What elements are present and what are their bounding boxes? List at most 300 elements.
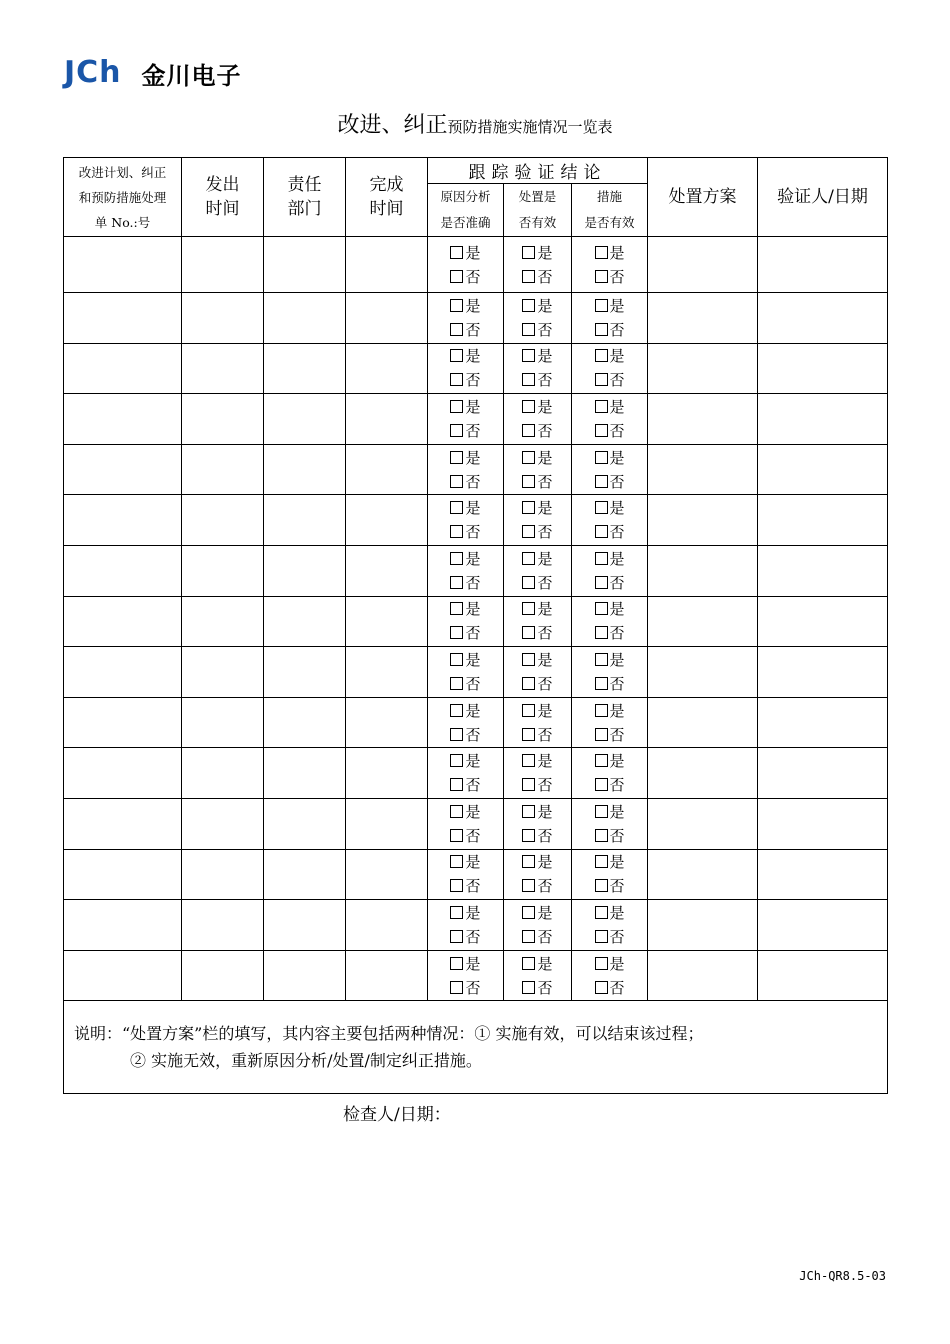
checkbox-icon[interactable] xyxy=(522,475,535,488)
option-yes[interactable] xyxy=(572,952,647,976)
issue-time-cell[interactable] xyxy=(182,343,264,394)
checkbox-icon[interactable] xyxy=(522,400,535,413)
checkbox-icon[interactable] xyxy=(595,677,608,690)
checkbox-icon[interactable] xyxy=(522,829,535,842)
option-no[interactable] xyxy=(504,672,571,696)
option-yes[interactable] xyxy=(572,699,647,723)
dept-cell[interactable] xyxy=(264,394,346,445)
option-no[interactable] xyxy=(428,419,503,443)
option-no[interactable] xyxy=(572,318,647,342)
checkbox-icon[interactable] xyxy=(522,957,535,970)
issue-time-cell[interactable] xyxy=(182,748,264,799)
checkbox-icon[interactable] xyxy=(595,754,608,767)
checkbox-icon[interactable] xyxy=(595,475,608,488)
option-yes[interactable] xyxy=(428,496,503,520)
done-time-cell[interactable] xyxy=(346,343,428,394)
done-time-cell[interactable] xyxy=(346,394,428,445)
checkbox-icon[interactable] xyxy=(522,930,535,943)
checkbox-icon[interactable] xyxy=(450,451,463,464)
option-yes[interactable] xyxy=(572,597,647,621)
checkbox-icon[interactable] xyxy=(522,602,535,615)
verifier-cell[interactable] xyxy=(758,798,888,849)
plan-no-cell[interactable] xyxy=(64,343,182,394)
checkbox-icon[interactable] xyxy=(450,805,463,818)
plan-no-cell[interactable] xyxy=(64,596,182,647)
checkbox-icon[interactable] xyxy=(595,653,608,666)
checkbox-icon[interactable] xyxy=(595,906,608,919)
plan-no-cell[interactable] xyxy=(64,293,182,344)
checkbox-icon[interactable] xyxy=(595,525,608,538)
checkbox-icon[interactable] xyxy=(595,424,608,437)
dept-cell[interactable] xyxy=(264,596,346,647)
verifier-cell[interactable] xyxy=(758,545,888,596)
checkbox-icon[interactable] xyxy=(595,246,608,259)
checkbox-icon[interactable] xyxy=(595,930,608,943)
verifier-cell[interactable] xyxy=(758,237,888,293)
verifier-cell[interactable] xyxy=(758,596,888,647)
note-line-1: 说明：“处置方案”栏的填写，其内容主要包括两种情况：① 实施有效，可以结束该过程； xyxy=(74,1024,704,1044)
option-no[interactable] xyxy=(428,571,503,595)
option-no[interactable] xyxy=(572,571,647,595)
dept-cell[interactable] xyxy=(264,849,346,900)
issue-time-cell[interactable] xyxy=(182,545,264,596)
plan-cell[interactable] xyxy=(648,748,758,799)
checkbox-icon[interactable] xyxy=(450,602,463,615)
plan-cell[interactable] xyxy=(648,237,758,293)
option-label: 否 xyxy=(537,523,553,542)
checkbox-icon[interactable] xyxy=(522,424,535,437)
dept-cell[interactable] xyxy=(264,293,346,344)
checkbox-icon[interactable] xyxy=(522,451,535,464)
option-label: 否 xyxy=(537,371,553,390)
done-time-cell[interactable] xyxy=(346,545,428,596)
option-no[interactable] xyxy=(504,368,571,392)
checkbox-icon[interactable] xyxy=(450,400,463,413)
checkbox-icon[interactable] xyxy=(522,270,535,283)
option-yes[interactable] xyxy=(572,496,647,520)
option-yes[interactable] xyxy=(572,294,647,318)
option-yes[interactable] xyxy=(504,699,571,723)
checkbox-icon[interactable] xyxy=(595,602,608,615)
checkbox-icon[interactable] xyxy=(450,829,463,842)
option-yes[interactable] xyxy=(428,952,503,976)
option-no[interactable] xyxy=(572,773,647,797)
plan-no-cell[interactable] xyxy=(64,444,182,495)
plan-cell[interactable] xyxy=(648,293,758,344)
checkbox-icon[interactable] xyxy=(522,855,535,868)
checkbox-icon[interactable] xyxy=(595,501,608,514)
cause-check-cell xyxy=(428,293,504,344)
dept-cell[interactable] xyxy=(264,900,346,951)
option-yes[interactable] xyxy=(504,395,571,419)
verifier-cell[interactable] xyxy=(758,950,888,1001)
checkbox-icon[interactable] xyxy=(522,349,535,362)
done-time-cell[interactable] xyxy=(346,950,428,1001)
option-yes[interactable] xyxy=(428,294,503,318)
plan-cell[interactable] xyxy=(648,444,758,495)
option-no[interactable] xyxy=(572,470,647,494)
done-time-cell[interactable] xyxy=(346,748,428,799)
table-row xyxy=(64,798,888,849)
checkbox-icon[interactable] xyxy=(595,552,608,565)
plan-cell[interactable] xyxy=(648,495,758,546)
checkbox-icon[interactable] xyxy=(450,576,463,589)
checkbox-icon[interactable] xyxy=(450,475,463,488)
handle-check-cell xyxy=(504,237,572,293)
plan-no-cell[interactable] xyxy=(64,900,182,951)
plan-cell[interactable] xyxy=(648,545,758,596)
plan-no-cell[interactable] xyxy=(64,748,182,799)
dept-cell[interactable] xyxy=(264,697,346,748)
option-no[interactable] xyxy=(572,824,647,848)
done-time-cell[interactable] xyxy=(346,900,428,951)
checkbox-icon[interactable] xyxy=(595,451,608,464)
option-yes[interactable] xyxy=(504,344,571,368)
option-yes[interactable] xyxy=(572,800,647,824)
company-logo xyxy=(64,55,242,90)
checkbox-icon[interactable] xyxy=(522,576,535,589)
option-yes[interactable] xyxy=(504,547,571,571)
option-yes[interactable] xyxy=(428,395,503,419)
option-yes[interactable] xyxy=(504,749,571,773)
checkbox-icon[interactable] xyxy=(595,728,608,741)
option-yes[interactable] xyxy=(572,344,647,368)
checkbox-icon[interactable] xyxy=(595,323,608,336)
plan-no-cell[interactable] xyxy=(64,237,182,293)
option-yes[interactable] xyxy=(428,446,503,470)
option-no[interactable] xyxy=(572,723,647,747)
checkbox-icon[interactable] xyxy=(595,400,608,413)
option-yes[interactable] xyxy=(504,648,571,672)
checkbox-icon[interactable] xyxy=(595,957,608,970)
option-yes[interactable] xyxy=(428,749,503,773)
option-yes[interactable] xyxy=(572,749,647,773)
checkbox-icon[interactable] xyxy=(450,754,463,767)
checkbox-icon[interactable] xyxy=(450,552,463,565)
dept-cell[interactable] xyxy=(264,495,346,546)
option-no[interactable] xyxy=(504,318,571,342)
checkbox-icon[interactable] xyxy=(595,981,608,994)
checkbox-icon[interactable] xyxy=(522,552,535,565)
verifier-cell[interactable] xyxy=(758,394,888,445)
option-label: 否 xyxy=(609,320,625,339)
option-yes[interactable] xyxy=(504,597,571,621)
plan-no-cell[interactable] xyxy=(64,394,182,445)
option-no[interactable] xyxy=(428,824,503,848)
checkbox-icon[interactable] xyxy=(522,246,535,259)
option-yes[interactable] xyxy=(504,850,571,874)
plan-no-cell[interactable] xyxy=(64,647,182,698)
option-label: 否 xyxy=(537,674,553,693)
option-yes[interactable] xyxy=(572,446,647,470)
checkbox-icon[interactable] xyxy=(450,349,463,362)
dept-cell[interactable] xyxy=(264,343,346,394)
checkbox-icon[interactable] xyxy=(595,270,608,283)
checkbox-icon[interactable] xyxy=(450,930,463,943)
checkbox-icon[interactable] xyxy=(522,981,535,994)
option-yes[interactable] xyxy=(428,648,503,672)
option-no[interactable] xyxy=(572,520,647,544)
header-dept: 责任 部门 xyxy=(264,158,346,237)
checkbox-icon[interactable] xyxy=(450,855,463,868)
verifier-cell[interactable] xyxy=(758,293,888,344)
checkbox-icon[interactable] xyxy=(450,906,463,919)
option-no[interactable] xyxy=(428,368,503,392)
checkbox-icon[interactable] xyxy=(450,525,463,538)
option-no[interactable] xyxy=(572,368,647,392)
option-yes[interactable] xyxy=(428,344,503,368)
checkbox-icon[interactable] xyxy=(450,879,463,892)
dept-cell[interactable] xyxy=(264,444,346,495)
dept-cell[interactable] xyxy=(264,798,346,849)
option-no[interactable] xyxy=(504,571,571,595)
checkbox-icon[interactable] xyxy=(450,704,463,717)
verifier-cell[interactable] xyxy=(758,444,888,495)
option-label: 否 xyxy=(465,523,481,542)
option-no[interactable] xyxy=(428,318,503,342)
option-label: 是 xyxy=(465,752,481,771)
done-time-cell[interactable] xyxy=(346,495,428,546)
checkbox-icon[interactable] xyxy=(450,626,463,639)
table-row xyxy=(64,900,888,951)
option-no[interactable] xyxy=(428,672,503,696)
option-yes[interactable] xyxy=(428,850,503,874)
issue-time-cell[interactable] xyxy=(182,444,264,495)
checkbox-icon[interactable] xyxy=(522,778,535,791)
option-no[interactable] xyxy=(428,976,503,1000)
issue-time-cell[interactable] xyxy=(182,697,264,748)
issue-time-cell[interactable] xyxy=(182,596,264,647)
dept-cell[interactable] xyxy=(264,748,346,799)
option-yes[interactable] xyxy=(572,547,647,571)
checkbox-icon[interactable] xyxy=(522,906,535,919)
checkbox-icon[interactable] xyxy=(522,373,535,386)
option-yes[interactable] xyxy=(504,496,571,520)
issue-time-cell[interactable] xyxy=(182,950,264,1001)
checkbox-icon[interactable] xyxy=(595,299,608,312)
dept-cell[interactable] xyxy=(264,950,346,1001)
checkbox-icon[interactable] xyxy=(595,829,608,842)
checkbox-icon[interactable] xyxy=(595,576,608,589)
plan-no-cell[interactable] xyxy=(64,495,182,546)
checkbox-icon[interactable] xyxy=(522,299,535,312)
checkbox-icon[interactable] xyxy=(450,728,463,741)
done-time-cell[interactable] xyxy=(346,647,428,698)
dept-cell[interactable] xyxy=(264,647,346,698)
checkbox-icon[interactable] xyxy=(450,246,463,259)
option-no[interactable] xyxy=(572,419,647,443)
plan-cell[interactable] xyxy=(648,950,758,1001)
checkbox-icon[interactable] xyxy=(522,704,535,717)
checkbox-icon[interactable] xyxy=(450,373,463,386)
verifier-cell[interactable] xyxy=(758,849,888,900)
option-label: 是 xyxy=(537,397,553,416)
option-yes[interactable] xyxy=(428,800,503,824)
option-yes[interactable] xyxy=(572,241,647,265)
checkbox-icon[interactable] xyxy=(450,299,463,312)
done-time-cell[interactable] xyxy=(346,293,428,344)
checkbox-icon[interactable] xyxy=(450,677,463,690)
table-row xyxy=(64,237,888,293)
option-no[interactable] xyxy=(504,773,571,797)
checkbox-icon[interactable] xyxy=(450,778,463,791)
option-yes[interactable] xyxy=(428,547,503,571)
done-time-cell[interactable] xyxy=(346,798,428,849)
option-label: 是 xyxy=(609,853,625,872)
done-time-cell[interactable] xyxy=(346,849,428,900)
verifier-cell[interactable] xyxy=(758,343,888,394)
checkbox-icon[interactable] xyxy=(595,879,608,892)
checkbox-icon[interactable] xyxy=(522,323,535,336)
issue-time-cell[interactable] xyxy=(182,237,264,293)
issue-time-cell[interactable] xyxy=(182,495,264,546)
issue-time-cell[interactable] xyxy=(182,394,264,445)
checkbox-icon[interactable] xyxy=(522,677,535,690)
plan-cell[interactable] xyxy=(648,798,758,849)
checkbox-icon[interactable] xyxy=(522,626,535,639)
option-yes[interactable] xyxy=(428,699,503,723)
checkbox-icon[interactable] xyxy=(595,349,608,362)
checkbox-icon[interactable] xyxy=(450,270,463,283)
verifier-cell[interactable] xyxy=(758,495,888,546)
option-yes[interactable] xyxy=(504,241,571,265)
plan-cell[interactable] xyxy=(648,394,758,445)
option-yes[interactable] xyxy=(428,241,503,265)
option-label: 否 xyxy=(609,776,625,795)
table-row xyxy=(64,596,888,647)
option-yes[interactable] xyxy=(504,800,571,824)
option-yes[interactable] xyxy=(428,597,503,621)
checkbox-icon[interactable] xyxy=(450,957,463,970)
option-no[interactable] xyxy=(428,925,503,949)
verifier-cell[interactable] xyxy=(758,748,888,799)
option-yes[interactable] xyxy=(504,446,571,470)
dept-cell[interactable] xyxy=(264,545,346,596)
option-no[interactable] xyxy=(572,925,647,949)
issue-time-cell[interactable] xyxy=(182,647,264,698)
option-label: 是 xyxy=(537,802,553,821)
option-yes[interactable] xyxy=(504,294,571,318)
done-time-cell[interactable] xyxy=(346,596,428,647)
option-no[interactable] xyxy=(504,925,571,949)
checkbox-icon[interactable] xyxy=(450,981,463,994)
option-no[interactable] xyxy=(572,621,647,645)
option-yes[interactable] xyxy=(572,850,647,874)
checkbox-icon[interactable] xyxy=(595,805,608,818)
option-no[interactable] xyxy=(504,621,571,645)
option-no[interactable] xyxy=(428,520,503,544)
option-no[interactable] xyxy=(572,874,647,898)
checkbox-icon[interactable] xyxy=(522,728,535,741)
plan-cell[interactable] xyxy=(648,900,758,951)
option-label: 是 xyxy=(609,802,625,821)
checkbox-icon[interactable] xyxy=(522,501,535,514)
checkbox-icon[interactable] xyxy=(522,805,535,818)
plan-cell[interactable] xyxy=(648,343,758,394)
checkbox-icon[interactable] xyxy=(595,704,608,717)
option-no[interactable] xyxy=(504,723,571,747)
plan-cell[interactable] xyxy=(648,647,758,698)
plan-no-cell[interactable] xyxy=(64,697,182,748)
option-no[interactable] xyxy=(504,976,571,1000)
option-no[interactable] xyxy=(428,723,503,747)
plan-cell[interactable] xyxy=(648,697,758,748)
dept-cell[interactable] xyxy=(264,237,346,293)
issue-time-cell[interactable] xyxy=(182,849,264,900)
option-no[interactable] xyxy=(504,874,571,898)
option-no[interactable] xyxy=(428,773,503,797)
option-no[interactable] xyxy=(428,265,503,289)
checkbox-icon[interactable] xyxy=(450,653,463,666)
issue-time-cell[interactable] xyxy=(182,293,264,344)
plan-no-cell[interactable] xyxy=(64,849,182,900)
plan-no-cell[interactable] xyxy=(64,545,182,596)
checkbox-icon[interactable] xyxy=(595,855,608,868)
verifier-cell[interactable] xyxy=(758,900,888,951)
option-no[interactable] xyxy=(504,470,571,494)
plan-no-cell[interactable] xyxy=(64,798,182,849)
option-label: 是 xyxy=(609,903,625,922)
option-no[interactable] xyxy=(504,824,571,848)
option-no[interactable] xyxy=(504,265,571,289)
option-no[interactable] xyxy=(428,874,503,898)
option-no[interactable] xyxy=(504,520,571,544)
option-yes[interactable] xyxy=(572,648,647,672)
verifier-cell[interactable] xyxy=(758,647,888,698)
measure-check-cell xyxy=(572,798,648,849)
option-yes[interactable] xyxy=(572,395,647,419)
done-time-cell[interactable] xyxy=(346,237,428,293)
checkbox-icon[interactable] xyxy=(522,525,535,538)
option-label: 是 xyxy=(465,296,481,315)
option-yes[interactable] xyxy=(504,901,571,925)
option-no[interactable] xyxy=(572,265,647,289)
issue-time-cell[interactable] xyxy=(182,900,264,951)
checkbox-icon[interactable] xyxy=(595,778,608,791)
done-time-cell[interactable] xyxy=(346,444,428,495)
option-yes[interactable] xyxy=(504,952,571,976)
option-no[interactable] xyxy=(428,621,503,645)
measure-check-cell xyxy=(572,697,648,748)
option-label: 否 xyxy=(465,674,481,693)
option-no[interactable] xyxy=(572,976,647,1000)
option-label: 否 xyxy=(609,421,625,440)
checkbox-icon[interactable] xyxy=(450,323,463,336)
plan-cell[interactable] xyxy=(648,849,758,900)
checkbox-icon[interactable] xyxy=(595,626,608,639)
checkbox-icon[interactable] xyxy=(522,754,535,767)
done-time-cell[interactable] xyxy=(346,697,428,748)
measure-check-cell xyxy=(572,748,648,799)
plan-cell[interactable] xyxy=(648,596,758,647)
option-no[interactable] xyxy=(572,672,647,696)
checkbox-icon[interactable] xyxy=(595,373,608,386)
checkbox-icon[interactable] xyxy=(450,424,463,437)
option-label: 否 xyxy=(537,472,553,491)
checkbox-icon[interactable] xyxy=(450,501,463,514)
issue-time-cell[interactable] xyxy=(182,798,264,849)
option-no[interactable] xyxy=(504,419,571,443)
checkbox-icon[interactable] xyxy=(522,879,535,892)
measure-check-cell xyxy=(572,545,648,596)
option-yes[interactable] xyxy=(428,901,503,925)
option-yes[interactable] xyxy=(572,901,647,925)
option-no[interactable] xyxy=(428,470,503,494)
option-label: 否 xyxy=(537,320,553,339)
plan-no-cell[interactable] xyxy=(64,950,182,1001)
checkbox-icon[interactable] xyxy=(522,653,535,666)
verifier-cell[interactable] xyxy=(758,697,888,748)
